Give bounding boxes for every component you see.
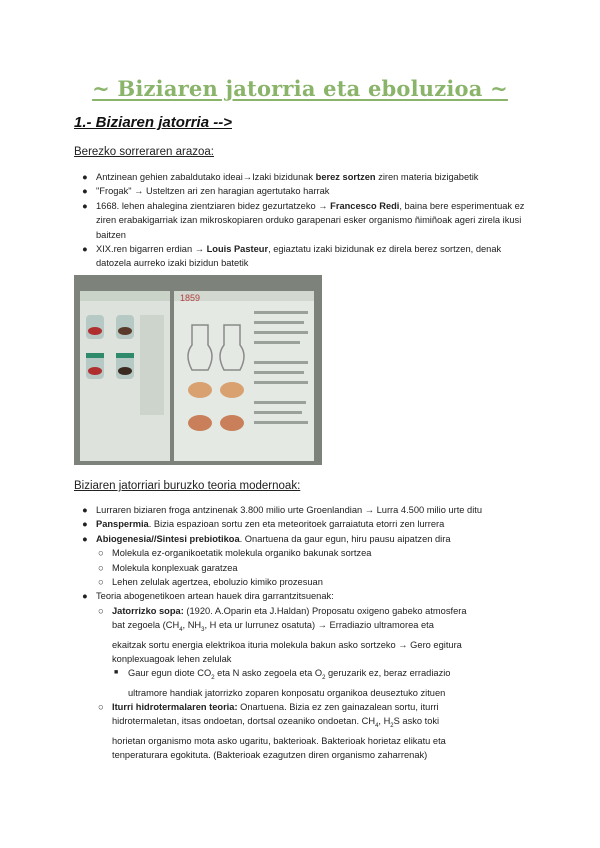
list-item: ○ Jatorrizko sopa: (1920. A.Oparin eta J.Haldan) Proposatu oxigeno gabeko atmosfera bat zegoela ($CH_4$, $NH_3$, H eta ur lurrunez osatuta) → Erradiazio ultramorea eta ekaitzak sortu energia elektrikoa ituria molekula bakun asko sortzeko → Gero egitura konplexuagoak lehen zelulak ■ Gaur egun diote $CO_2$ eta N asko zegoela eta $O_2$ geruzarik ez, beraz erradiazio ultramore handiak jatorrizko zoparen konposatu organikoa deuseztuko zituen [96,604,544,700]
bullet-icon: ● [82,519,88,530]
list-item: ● "Frogak" → Usteltzen ari zen haragian agertutako harrak [74,184,534,198]
list-item: ● Lurraren biziaren froga antzinenak 3.800 milio urte Groenlandian → Lurra 4.500 milio urte ditu [74,503,544,517]
bullet-icon: ● [82,186,88,197]
abiogenic-theories [96,604,544,763]
modern-theories-subheading: Biziaren jatorriari buruzko teoria modernoak: [74,480,301,492]
abiogenesis-steps [96,546,544,589]
bullet-icon: ● [82,244,88,255]
list-item: ● XIX.ren bigarren erdian → Louis Pasteur, egiaztatu izaki bizidunak ez direla berez sortzen, denak datozela aurreko izaki bizidun batetik [82,244,502,269]
list-item: ● Antzinean gehien zabaldutako ideai→Izaki bizidunak berez sortzen ziren materia bizigabetik [74,170,534,184]
list-item: ● 1668. lehen ahalegina zientziaren bidez gezurtatzeko → Francesco Redi, baina bere esperimentuak ez ziren erabakigarriak izan mikroskopiaren orduko garapenari esker organismo ñimiñoak ageri zirela ikusi baitzen [82,200,525,240]
spontaneous-generation-list [74,170,534,271]
list-item: ● Teoria abogenetikoen artean hauek dira garrantzitsuenak: ○ Jatorrizko sopa: (1920. A.Oparin eta J.Haldan) Proposatu oxigeno gabeko atmosfera bat zegoela ($CH_4$, $NH_3$, H eta ur lurrunez osatuta) → Erradiazio ultramorea eta ekaitzak sortu energia elektrikoa ituria molekula bakun asko sortzeko → Gero egitura konplexuagoak lehen zelulak ■ Gaur egun diote $CO_2$ eta N asko zegoela eta $O_2$ geruzarik ez, beraz erradiazio ultramore handiak jatorrizko zoparen konposatu organikoa deuseztuko zituen ○ Iturri hidrotermalaren teoria: Onartuena. Bizia ez zen gainazalean sortu, iturri hidrotermaletan, itsas ondoetan, dortsal ozeaniko ondoetan. $CH_4$, $H_2S$ asko toki horietan organismo mota asko ugaritu, bakterioak. Bakterioak horietaz elikatu eta tenperaturara egokituta. (Bakterioak ezagutzen diren organismo zaharrenak) [74,589,544,762]
bullet-icon: ● [82,591,88,602]
section-heading-origin: 1.- Biziaren jatorria --> [74,114,232,131]
experiment-photo [74,275,322,465]
list-item: ○ Molekula konplexuak garatzea [96,561,544,575]
list-item: ● Panspermia. Bizia espazioan sortu zen eta meteoritoek garraiatuta etorri zen lurrera [74,517,544,531]
bullet-icon: ● [82,200,88,211]
bullet-icon: ● [82,505,88,515]
page-title: ~ Biziaren jatorria eta eboluzioa ~ [92,76,508,101]
bullet-icon: ● [82,533,88,544]
square-bullet-icon: ■ [114,669,119,677]
primordial-soup-note [112,666,544,700]
photo-year-label: 1859 [180,293,201,303]
circle-bullet-icon: ○ [98,577,104,588]
circle-bullet-icon: ○ [98,548,104,559]
list-item: ○ Molekula ez-organikoetatik molekula organiko bakunak sortzea [96,546,544,560]
modern-theories-list [74,503,544,762]
list-item: ● Abiogenesia//Sintesi prebiotikoa. Onartuena da gaur egun, hiru pausu aipatzen dira ○ Molekula ez-organikoetatik molekula organiko bakunak sortzea ○ Molekula konplexuak garatzea ○ Lehen zelulak agertzea, eboluzio kimiko prozesuan [74,532,544,590]
circle-bullet-icon: ○ [98,702,104,712]
circle-bullet-icon: ○ [98,562,104,573]
list-item: ■ Gaur egun diote $CO_2$ eta N asko zegoela eta $O_2$ geruzarik ez, beraz erradiazio ultramore handiak jatorrizko zoparen konposatu organikoa deuseztuko zituen [114,668,451,698]
list-item: ○ Iturri hidrotermalaren teoria: Onartuena. Bizia ez zen gainazalean sortu, iturri hidrotermaletan, itsas ondoetan, dortsal ozeaniko ondoetan. $CH_4$, $H_2S$ asko toki horietan organismo mota asko ugaritu, bakterioak. Bakterioak horietaz elikatu eta tenperaturara egokituta. (Bakterioak ezagutzen diren organismo zaharrenak) [98,702,446,761]
bullet-icon: ● [82,172,88,182]
circle-bullet-icon: ○ [98,605,104,616]
spontaneous-generation-subheading: Berezko sorreraren arazoa: [74,146,214,158]
list-item: ○ Lehen zelulak agertzea, eboluzio kimiko prozesuan [96,575,544,589]
